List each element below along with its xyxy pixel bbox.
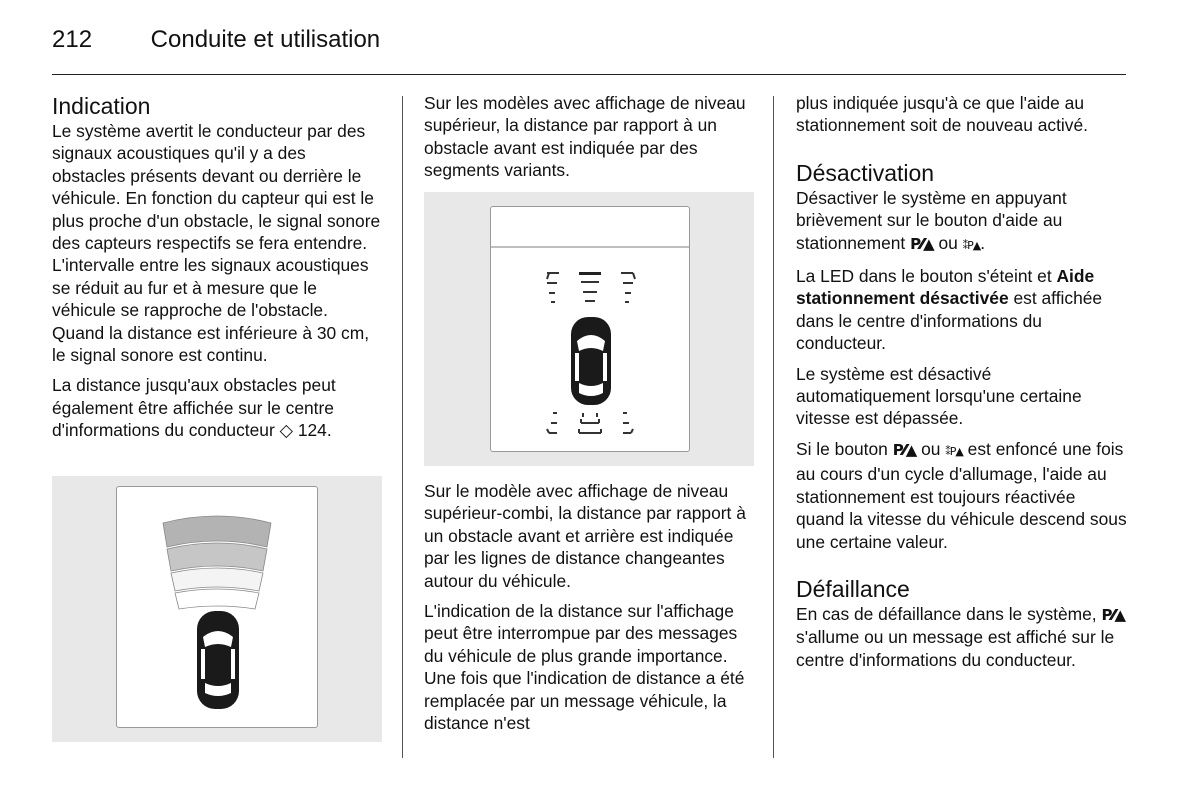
paragraph-text: Désactiver le système en appuyant brièvement sur le bouton d'aide au stationnement (796, 187, 1067, 253)
emphasized-message: Aide stationnement désactivée (796, 266, 1095, 309)
paragraph (796, 265, 1128, 355)
segment-mid (167, 543, 267, 571)
paragraph-text: ou (933, 232, 963, 253)
car-icon (571, 317, 611, 405)
page-header (52, 26, 380, 56)
column-1 (52, 92, 382, 450)
section-heading-defaillance: Défaillance (796, 575, 910, 602)
column-3 (796, 92, 1128, 679)
paragraph-text: La LED dans le bouton s'éteint et (796, 266, 1057, 287)
paragraph-text: Si le bouton (796, 438, 893, 459)
column-divider-1 (402, 96, 403, 758)
paragraph-text: En cas de défaillance dans le système, (796, 603, 1102, 624)
paragraph (796, 603, 1128, 671)
segment-far (163, 516, 271, 547)
segment-near (171, 568, 263, 591)
page-number: 212 (52, 26, 93, 53)
paragraph: Sur les modèles avec affichage de niveau supérieur, la distance par rapport à un obstacle avant est indiquée par des segments variants. (424, 93, 746, 181)
page-reference-link[interactable]: ◇ 124. (279, 420, 332, 441)
paragraph: Le système est désactivé automatiquement lorsqu'une certaine vitesse est dépassée. (796, 363, 1082, 429)
front-distance-lines (547, 272, 635, 302)
section-heading-indication: Indication (52, 93, 151, 119)
paragraph-text: . (980, 232, 986, 253)
header-rule (52, 74, 1126, 75)
paragraph-text: s'allume ou un message est affiché sur le centre d'informations du conducteur. (796, 627, 1115, 670)
paragraph: L'indication de la distance sur l'affichage peut être interrompue par des messages du véhicule de plus grande importance. Une fois que l'indication de distance a été remplacée par un message véhicule, la distance n'est (424, 601, 745, 734)
paragraph: Le système avertit le conducteur par des signaux acoustiques qu'il y a des obstacles présents devant ou derrière le véhicule. En fonction du capteur qui est le plus proche d'un obstacle, le signal sonore des capteurs respectifs se fera entendre. L'intervalle entre les signaux acoustiques se réduit au fur et à mesure que le véhicule se rapproche de l'obstacle. Quand la distance est inférieure à 30 cm, le signal sonore est continu. (52, 121, 381, 366)
paragraph-text: est enfoncé une fois au cours d'un cycle d'allumage, l'aide au stationnement est toujours réactivée quand la vitesse du véhicule descend sous une certaine valeur. (796, 438, 1127, 552)
figure-combi-lines (424, 192, 754, 466)
column-divider-2 (773, 96, 774, 758)
segment-display-illustration (117, 487, 317, 727)
page-title: Conduite et utilisation (150, 26, 381, 53)
park-assist-icon: P⁄⁄▲ (892, 440, 917, 459)
paragraph-text: est affichée dans le centre d'informations du conducteur. (796, 288, 1103, 354)
display-panel (116, 486, 318, 728)
park-assist-icon: P⁄⁄▲ (910, 234, 934, 253)
section-heading-desactivation: Désactivation (796, 159, 935, 186)
paragraph-text: ou (916, 438, 946, 459)
paragraph (796, 438, 1128, 553)
car-icon (197, 611, 239, 709)
combi-display-illustration (491, 207, 689, 451)
display-panel (490, 206, 690, 452)
paragraph (52, 374, 382, 441)
figure-front-segments (52, 476, 382, 742)
paragraph: Sur le modèle avec affichage de niveau supérieur-combi, la distance par rapport à un obstacle avant et arrière est indiquée par les lignes de distance changeantes autour du véhicule. (424, 481, 746, 591)
column-2-lower (424, 480, 754, 742)
column-2 (424, 92, 754, 190)
paragraph: plus indiquée jusqu'à ce que l'aide au stationnement soit de nouveau activé. (796, 93, 1088, 136)
segment-closest (175, 589, 259, 609)
paragraph-text: La distance jusqu'aux obstacles peut également être affichée sur le centre d'informations du conducteur (52, 375, 336, 441)
paragraph (796, 187, 1128, 257)
park-assist-alt-icon: ⁑P▲ (962, 238, 981, 252)
park-assist-alt-icon: ⁑P▲ (945, 444, 963, 458)
park-assist-icon: P⁄⁄▲ (1101, 605, 1126, 624)
rear-distance-lines (547, 413, 633, 433)
